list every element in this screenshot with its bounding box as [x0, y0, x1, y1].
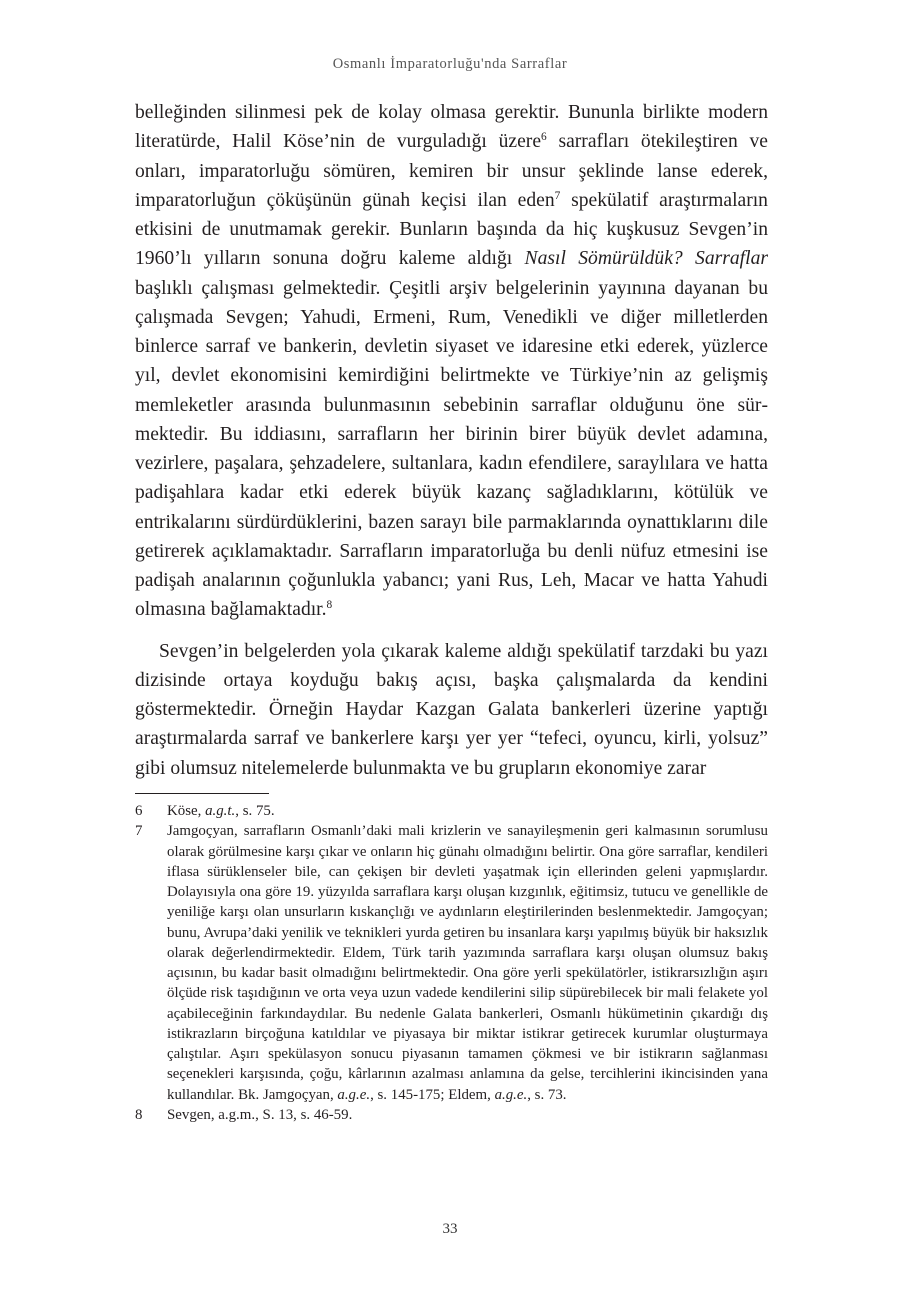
footnote	[135, 821, 768, 1105]
running-header: Osmanlı İmparatorluğu'nda Sarraflar	[332, 56, 568, 72]
page-number: 33	[442, 1221, 458, 1237]
footnote-text-segment: Jamgoçyan, sarrafların Osmanlı’daki mali krizlerin ve sanayileşmenin geri kalmasının sorumlusu olarak görülmesine karşı çıkar ve onların hiç günahı olmadığını belirtir. Ona göre sarraflar, kendileri iflasa sürüklenseler bile, can çekişen bir devleti yaşatmak için ellerinden geleni yapmışlardır. Dolayısıyla ona göre 19. yüzyılda sarraflara karşı oluşan kızgınlık, eğitimsiz, tutucu ve genellikle de yeniliğe karşı olan unsurların kıskançlığı ve aydınların eleştirilerinden beslenmektedir. Jamgoçyan; bunu, Avrupa’daki yenilik ve teknikleri yurda getiren bu insanlara karşı yapılmış büyük bir haksızlık olarak değerlendirmektedir. Eldem, Türk tarih yazımında sarraflara karşı oluşan olumsuz bakış açısının, bu kadar basit olmadığını belirtmektedir. Ona göre yerli spekülatörler, istikrarsızlığın aşırı ölçüde risk taşıdığının ve orta veya uzun vadede kendilerini silip süpürebilecek bir mali felakete yol açabileceğinin farkındaydılar. Bu nedenle Galata bankerleri, Osmanlı hükümetinin çıkardığı dış istikrazların birçoğuna katıldılar ve piyasaya bir miktar istikrar getirecek kurumlar oluşturmaya çalıştılar. Aşırı spekülasyon sonucu piyasanın tamamen çökmesi ve bir istikrarın sağlanması seçenekleri karşısında, çoğu, kârlarının azalması anlamına da gelse, tercihlerini ikincisinden yana kullandılar. Bk. Jamgoçyan,	[167, 823, 768, 1103]
citation-abbreviation: a.g.e.	[494, 1086, 528, 1103]
body-text	[135, 98, 768, 783]
footnote-text-segment: , s. 73.	[527, 1086, 567, 1103]
footnote-text-segment: , s. 145-175; Eldem,	[370, 1086, 495, 1103]
paragraph-text: spekülatif araştırmaların etkisini de unutmamak gerekir. Bunların başında da hiç kuşkusuz Sevgen’in 1960’lı yılların sonuna doğru kaleme aldığı	[135, 189, 768, 270]
footnote-reference[interactable]: 6	[541, 131, 547, 144]
footnotes	[135, 801, 768, 1125]
paragraph: Sevgen’in belgelerden yola çıkarak kaleme aldığı spekülatif tarzdaki bu yazı dizisinde ortaya koyduğu bakış açısı, başka çalışmalarda da kendini göstermektedir. Örneğin Haydar Kazgan Galata bankerleri üzerine yaptığı araştırmalarda sarraf ve bankerlere karşı yer yer “tefeci, oyuncu, kirli, yolsuz” gibi olumsuz nitelemelerde bulunmakta ve bu grupların ekonomiye zarar	[135, 640, 768, 779]
footnote-reference[interactable]: 8	[326, 599, 333, 612]
citation-abbreviation: a.g.e.	[337, 1086, 371, 1103]
footnote-number: 6	[135, 803, 143, 819]
paragraph-text: belleğinden silinmesi pek de kolay olmasa gerektir. Bununla birlikte modern literatürde, Halil Köse’nin de vurguladığı üzere	[135, 102, 768, 153]
footnote	[135, 1105, 768, 1125]
paragraph	[135, 98, 768, 625]
footnote-number: 7	[135, 823, 143, 840]
footnote-text	[167, 801, 768, 821]
paragraph-text: başlıklı çalışması gelmektedir. Çeşitli arşiv belgelerinin yayınına dayanan bu çalışmada Sevgen; Yahudi, Ermeni, Rum, Venedikli ve diğer milletlerden binlerce sarraf ve bankerin, devletin siyaset ve idaresine etki ederek, yüzlerce yıl, devlet ekonomisini kemirdiğini belirtmekte ve Türkiye’nin az gelişmiş memleketler arasında bulunmasının sebebinin sarraflar olduğunu öne sürmektedir. Bu iddiasını, sarrafların her birinin birer büyük devlet adamına, vezirlere, paşalara, şehzadelere, sultanlara, kadın efendilere, saraylılara ve hatta padişahlara kadar etki ederek büyük kazanç sağladıklarını, kötülük ve entrikalarını sürdürdüklerini, bazen sarayı bile parmaklarında oynattıklarını dile getirerek açıklamaktadır. Sarrafların imparatorluğa bu denli nüfuz etmesini ise padişah analarının çoğunlukla yabancı; yani Rus, Leh, Macar ve hatta Yahudi olmasına bağlamaktadır.	[135, 277, 768, 621]
footnote-divider	[135, 793, 269, 794]
book-title: Nasıl Sömürüldük? Sarraflar	[524, 248, 768, 270]
paragraph-text: sarrafları ötekileştiren ve onları, imparatorluğu sömüren, kemiren bir unsur şeklinde lanse ederek, imparatorluğun çöküşünün günah keçisi ilan eden	[135, 131, 768, 211]
footnote-text-segment: , s. 75.	[235, 803, 275, 819]
footnote	[135, 801, 768, 821]
footnote-text-segment: Köse,	[167, 803, 206, 819]
footnote-number: 8	[135, 1106, 143, 1123]
footnote-reference[interactable]: 7	[554, 189, 561, 202]
citation-abbreviation: a.g.t.	[205, 803, 236, 819]
footnote-text	[167, 821, 768, 1105]
footnote-text: Sevgen, a.g.m., S. 13, s. 46-59.	[167, 1106, 353, 1123]
